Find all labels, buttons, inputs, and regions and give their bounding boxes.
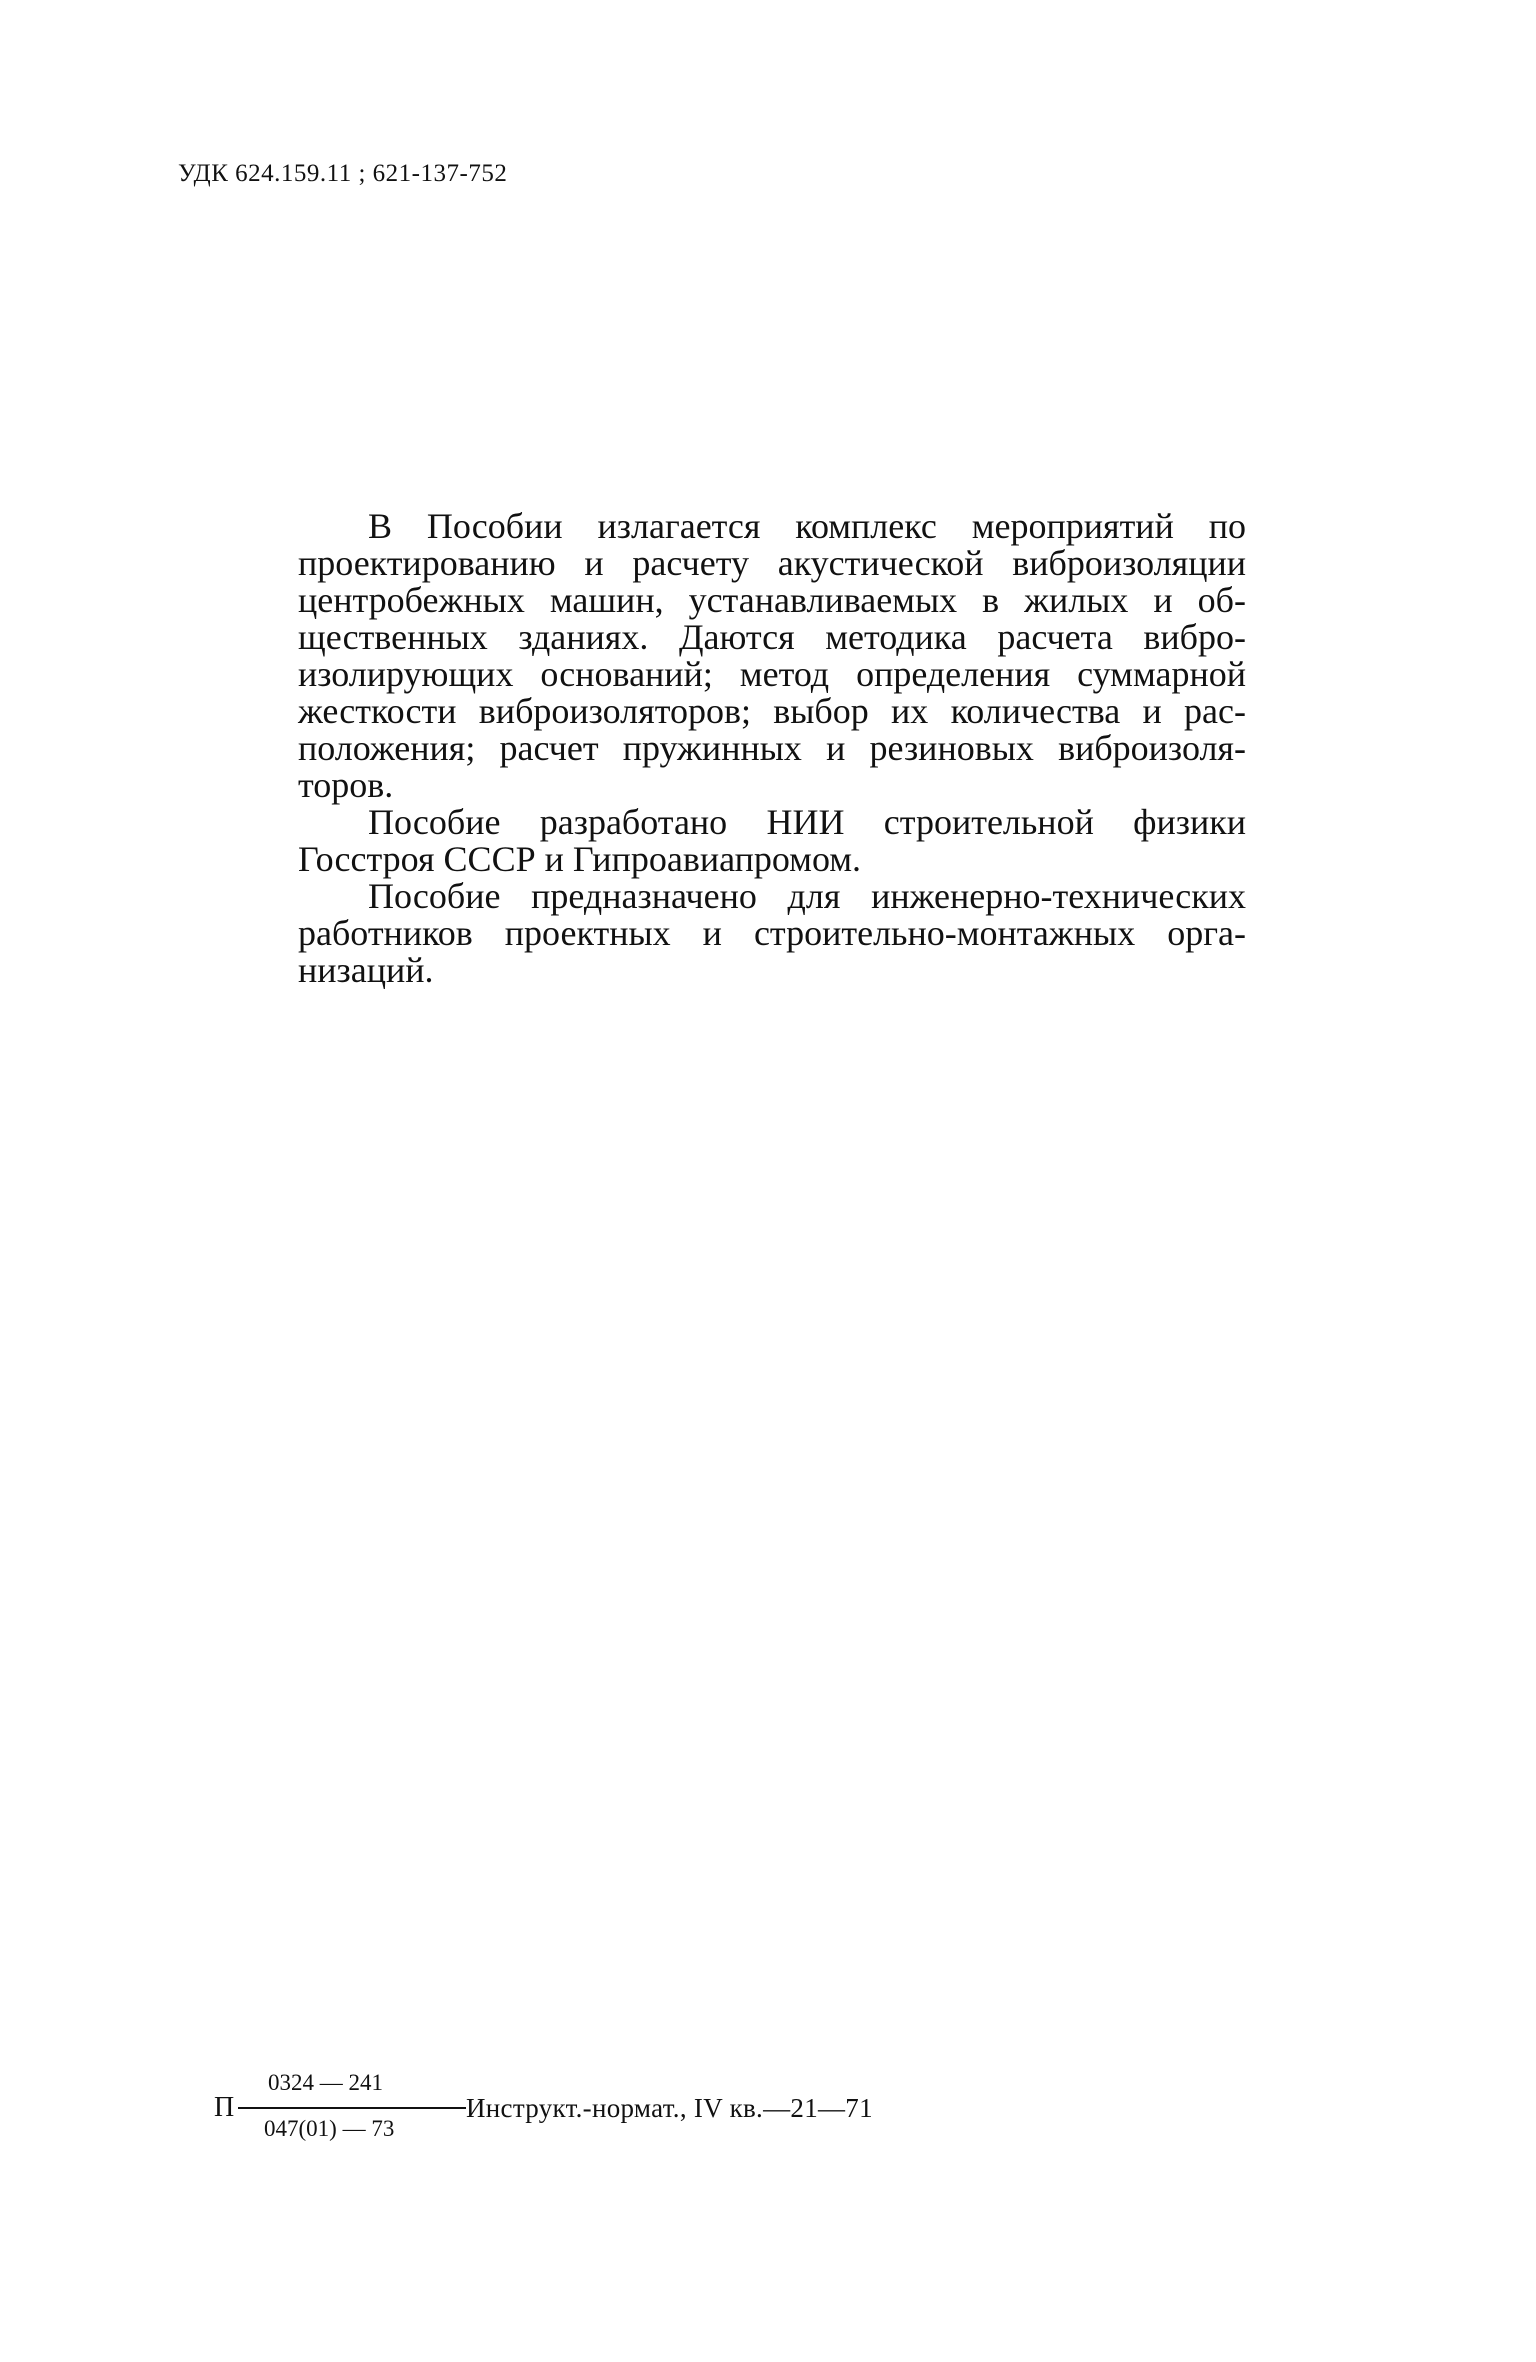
udc-code: УДК 624.159.11 ; 621-137-752 — [178, 160, 508, 187]
fraction-rule — [238, 2107, 466, 2109]
abstract — [298, 508, 1246, 989]
abstract-paragraph-contents: В Пособии излагается комплекс мероприятий по проектированию и расчету акустической виброизоляции центробежных машин, устанавливаемых в жилых и общественных зданиях. Даются методика расчета виброизолирующих оснований; метод определения суммарной жесткости виброизоляторов; выбор их количества и расположения; расчет пружинных и резиновых виброизоляторов. — [298, 506, 1246, 805]
imprint-info: Инструкт.-нормат., IV кв.—21—71 — [466, 2093, 873, 2123]
abstract-paragraph-authors: Пособие разработано НИИ строительной физики Госстроя СССР и Гипроавиапромом. — [298, 802, 1246, 879]
imprint-letter: П — [214, 2092, 235, 2123]
abstract-paragraph-audience: Пособие предназначено для инженерно-технических работников проектных и строительно-монтажных организаций. — [298, 876, 1246, 990]
imprint-numerator: 0324 — 241 — [268, 2070, 383, 2095]
imprint-denominator: 047(01) — 73 — [264, 2116, 395, 2141]
